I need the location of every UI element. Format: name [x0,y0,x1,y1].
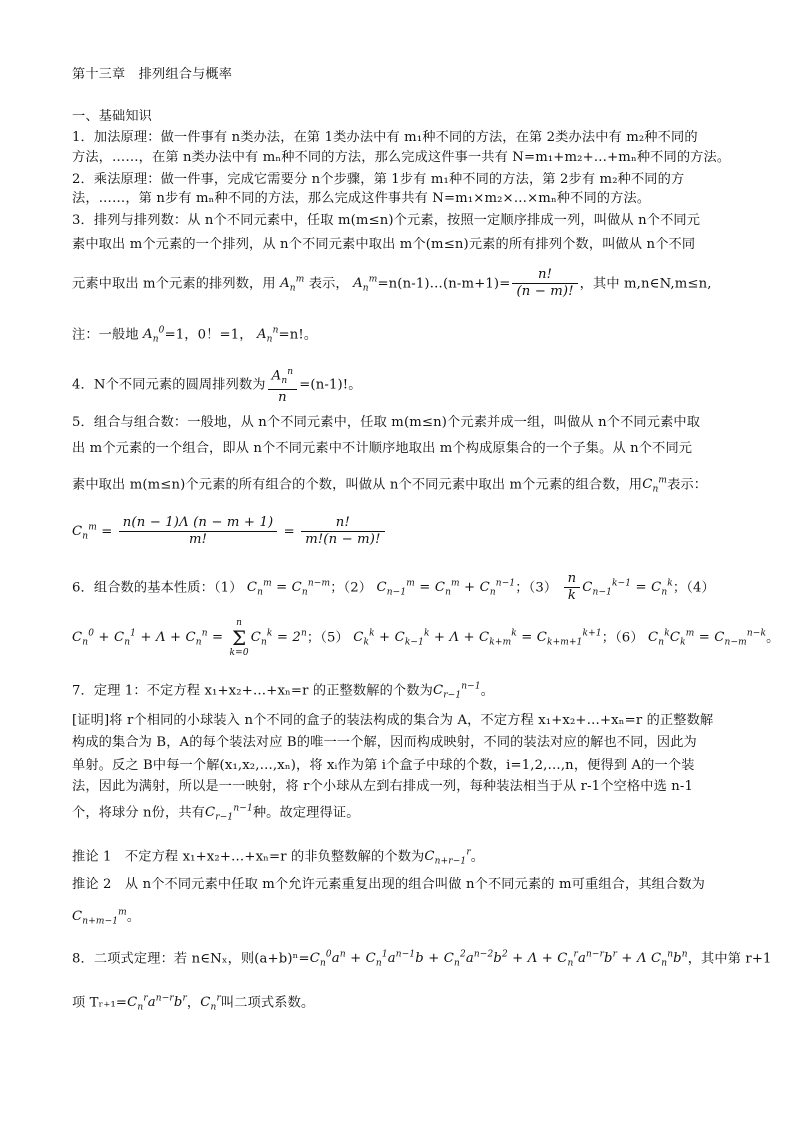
proof-line-5: 个，将球分 n份，共有$C_{r-1}^{n-1}$种。故定理得证。 [72,804,360,824]
proof-line-1: [证明]将 r个相同的小球装入 n个不同的盒子的装法构成的集合为 A，不定方程 x₁+x₂+…+xₙ=r 的正整数解 [72,713,714,728]
binomial-theorem-line-1: 8．二项式定理：若 n∈Nₓ，则$(a+b)^n=C_n^0a^n + C_n^1a^{n-1}b + C_n^2a^{n-2}b^2 + \Lambda + C_n^ra^{n-r}b^r + \Lambda$ $C_n^nb^n$，其中第 r+1 [72,950,772,970]
proof-line-4: 法，因此为满射，所以是一一映射，将 r个小球从左到右排成一列，每种装法相当于从 r-1个空格中选 n-1 [72,779,694,794]
combination-properties-line-1: 6．组合数的基本性质：（1） $C_n^m = C_n^{n-m}$；（2） $C_{n-1}^m = C_n^m + C_n^{n-1}$；（3） $\frac{n}{k}$ $C_{n-1}^{k-1} = C_n^k$；（4） [72,571,715,604]
multiplication-principle-line-1: 2．乘法原理：做一件事，完成它需要分 n个步骤，第 1步有 m₁种不同的方法，第 2步有 m₂种不同的方 [72,172,685,187]
addition-principle-line-2: 方法，……，在第 n类办法中有 mₙ种不同的方法，那么完成这件事一共有 N=m₁+m₂+…+mₙ种不同的方法。 [72,150,731,165]
circular-permutation-fraction: $\frac{A_n^n}{n}$ [268,364,298,406]
addition-principle-line-1: 1．加法原理：做一件事有 n类办法，在第 1类办法中有 m₁种不同的方法，在第 2类办法中有 m₂种不同的 [72,130,698,145]
proof-line-3: 单射。反之 B中每一个解(x₁,x₂,…,xₙ)，将 xᵢ作为第 i个盒子中球的个数，i=1,2,…,n，便得到 A的一个装 [72,758,695,773]
note-line: 注：一般地 $A_n^0=1$，0！=1， $A_n^n=n$!。 [72,326,318,346]
permutation-symbol: $A_n^m$ [280,275,305,295]
combination-properties-line-2: $C_n^0 + C_n^1 + \Lambda + C_n^n$ = n Σ k=0 $C_n^k = 2^n$；（5） $C_k^k + C_{k-1}^k + \Lambda + C_{k+m}^k = C_{k+m+1}^{k+1}$；（6） $C_n^kC_k^m = C_{n-m}^{n-k}$。 [72,617,780,658]
combination-line-2: 出 m个元素的一个组合，即从 n个不同元素中不计顺序地取出 m个构成原集合的一个子集。从 n个不同元 [72,441,693,456]
circular-permutation-line: 4．N个不同元素的圆周排列数为 $\frac{A_n^n}{n}$ =(n-1)!。 [72,364,732,406]
chapter-title: 第十三章 排列组合与概率 [72,67,233,82]
theorem-1-line: 7．定理 1：不定方程 x₁+x₂+…+xₙ=r 的正整数解的个数为$C_{r-1}^{n-1}$。 [72,682,495,702]
corollary-2-line-1: 推论 2 从 n个不同元素中任取 m个允许元素重复出现的组合叫做 n个不同元素的 m可重组合，其组合数为 [72,877,706,892]
permutation-line-3: 元素中取出 m个元素的排列数，用 $A_n^m$ 表示， $A_n^m=n(n-1)\dots(n-m+1)=$ $\frac{n!}{(n - m)!}$ ，其中 m,n∈N,m≤n, [72,267,712,300]
permutation-formula-lhs: $A_n^m$ [353,275,378,295]
multiplication-principle-line-2: 法，……，第 n步有 mₙ种不同的方法，那么完成这件事共有 N=m₁×m₂×…×mₙ种不同的方法。 [72,191,651,206]
combination-formula: $C_n^m$ = $\frac{n(n - 1)\Lambda (n - m + 1)}{m!}$ = $\frac{n!}{m!(n - m)!}$ [72,508,732,557]
combination-line-3: 素中取出 m(m≤n)个元素的所有组合的个数，叫做从 n个不同元素中取出 m个元素的组合数，用$C_n^m$表示： [72,476,708,496]
permutation-line-2: 素中取出 m个元素的一个排列，从 n个不同元素中取出 m个(m≤n)元素的所有排列个数，叫做从 n个不同 [72,237,696,252]
corollary-2-line-2: $C_{n+m-1}^m$。 [72,908,141,928]
permutation-line-1: 3．排列与排列数：从 n个不同元素中，任取 m(m≤n)个元素，按照一定顺序排成一列，叫做从 n个不同元 [72,213,701,228]
combination-line-1: 5．组合与组合数：一般地，从 n个不同元素中，任取 m(m≤n)个元素并成一组，叫做从 n个不同元素中取 [72,415,701,430]
binomial-theorem-line-2: 项 $Tᵣ_{+1}=C_n^ra^{n-r}b^r$，$C_n^r$叫二项式系数。 [72,994,315,1014]
section-title: 一、基础知识 [72,109,153,124]
proof-line-2: 构成的集合为 B，A的每个装法对应 B的唯一一个解，因而构成映射，不同的装法对应的解也不同，因此为 [72,735,697,750]
corollary-1-line: 推论 1 不定方程 x₁+x₂+…+xₙ=r 的非负整数解的个数为$C_{n+r-1}^r$。 [72,848,485,868]
permutation-fraction: $\frac{n!}{(n - m)!}$ [512,267,577,300]
